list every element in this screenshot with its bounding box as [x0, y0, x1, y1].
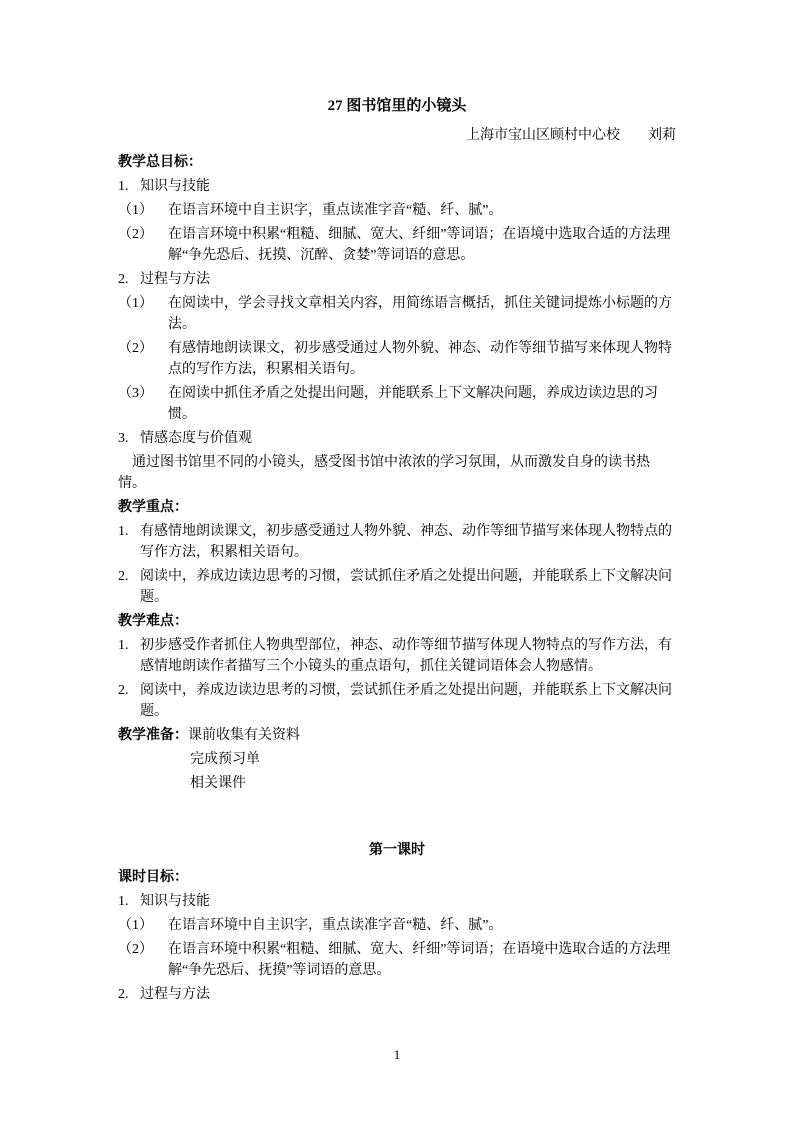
list-marker: （2）	[118, 341, 153, 356]
list-item	[118, 680, 676, 722]
list-marker: 3.	[118, 431, 129, 446]
list-text: 初步感受作者抓住人物典型部位，神态、动作等细节描写体现人物特点的写作方法，有感情地朗读作者描写三个小镜头的重点语句，抓住关键词语体会人物感情。	[140, 638, 672, 674]
list-text: 有感情地朗读课文，初步感受通过人物外貌、神态、动作等细节描写来体现人物特点的写作方法，积累相关语句。	[140, 524, 672, 560]
continuation-line: 完成预习单	[190, 752, 260, 767]
heading-teaching-goals: 教学总目标：	[118, 155, 202, 170]
list-item	[118, 293, 676, 335]
list-text: 过程与方法	[140, 987, 210, 1002]
heading-teaching-difficulties: 教学难点：	[118, 614, 188, 629]
list-marker: （1）	[118, 296, 153, 311]
list-marker: 2.	[118, 569, 129, 584]
page-number: 1	[393, 1047, 401, 1062]
list-text: 知识与技能	[140, 179, 210, 194]
list-text: 在语言环境中自主识字，重点读准字音“糙、纤、腻”。	[168, 203, 503, 218]
list-item	[118, 383, 676, 425]
list-text: 在语言环境中积累“粗糙、细腻、宽大、纤细”等词语；在语境中选取合适的方法理解“争先恐后、抚摸”等词语的意思。	[168, 942, 671, 978]
list-text: 在阅读中抓住矛盾之处提出问题，并能联系上下文解决问题，养成边读边思的习惯。	[168, 386, 658, 422]
list-marker: 2.	[118, 272, 129, 287]
heading-teaching-key-points: 教学重点：	[118, 500, 188, 515]
list-item	[118, 521, 676, 563]
doc-byline: 上海市宝山区顾村中心校 刘莉	[466, 128, 676, 143]
preparation-label: 教学准备：	[118, 728, 188, 743]
list-text: 在阅读中，学会寻找文章相关内容，用简练语言概括，抓住关键词提炼小标题的方法。	[168, 296, 672, 332]
list-marker: 2.	[118, 683, 129, 698]
list-item	[118, 984, 676, 1005]
paragraph: 通过图书馆里不同的小镜头，感受图书馆中浓浓的学习氛围，从而激发自身的读书热情。	[118, 455, 650, 491]
list-text: 在语言环境中自主识字，重点读准字音“糙、纤、腻”。	[168, 918, 503, 933]
list-marker: （1）	[118, 203, 153, 218]
list-item	[118, 428, 676, 449]
list-marker: （3）	[118, 386, 153, 401]
section-title-first-lesson: 第一课时	[369, 843, 425, 858]
list-item	[118, 269, 676, 290]
list-text: 阅读中，养成边读边思考的习惯，尝试抓住矛盾之处提出问题，并能联系上下文解决问题。	[140, 569, 672, 605]
continuation-line: 相关课件	[190, 776, 246, 791]
list-item	[118, 224, 676, 266]
preparation-line	[118, 725, 676, 746]
list-marker: （1）	[118, 918, 153, 933]
list-item	[118, 338, 676, 380]
list-marker: 1.	[118, 894, 129, 909]
list-item	[118, 939, 676, 981]
list-text: 阅读中，养成边读边思考的习惯，尝试抓住矛盾之处提出问题，并能联系上下文解决问题。	[140, 683, 672, 719]
list-text: 在语言环境中积累“粗糙、细腻、宽大、纤细”等词语；在语境中选取合适的方法理解“争先恐后、抚摸、沉醉、贪婪”等词语的意思。	[168, 227, 671, 263]
list-item	[118, 635, 676, 677]
list-marker: 1.	[118, 524, 129, 539]
list-marker: 1.	[118, 179, 129, 194]
list-text: 情感态度与价值观	[140, 431, 252, 446]
list-item	[118, 915, 676, 936]
doc-title: 27 图书馆里的小镜头	[327, 98, 467, 114]
preparation-text: 课前收集有关资料	[188, 728, 300, 743]
list-item	[118, 176, 676, 197]
list-marker: 2.	[118, 987, 129, 1002]
list-marker: 1.	[118, 638, 129, 653]
list-marker: （2）	[118, 227, 153, 242]
heading-lesson-goals: 课时目标：	[118, 870, 188, 885]
list-text: 知识与技能	[140, 894, 210, 909]
list-item	[118, 566, 676, 608]
list-marker: （2）	[118, 942, 153, 957]
list-text: 过程与方法	[140, 272, 210, 287]
list-item	[118, 891, 676, 912]
list-text: 有感情地朗读课文，初步感受通过人物外貌、神态、动作等细节描写来体现人物特点的写作方法，积累相关语句。	[168, 341, 672, 377]
list-item	[118, 200, 676, 221]
